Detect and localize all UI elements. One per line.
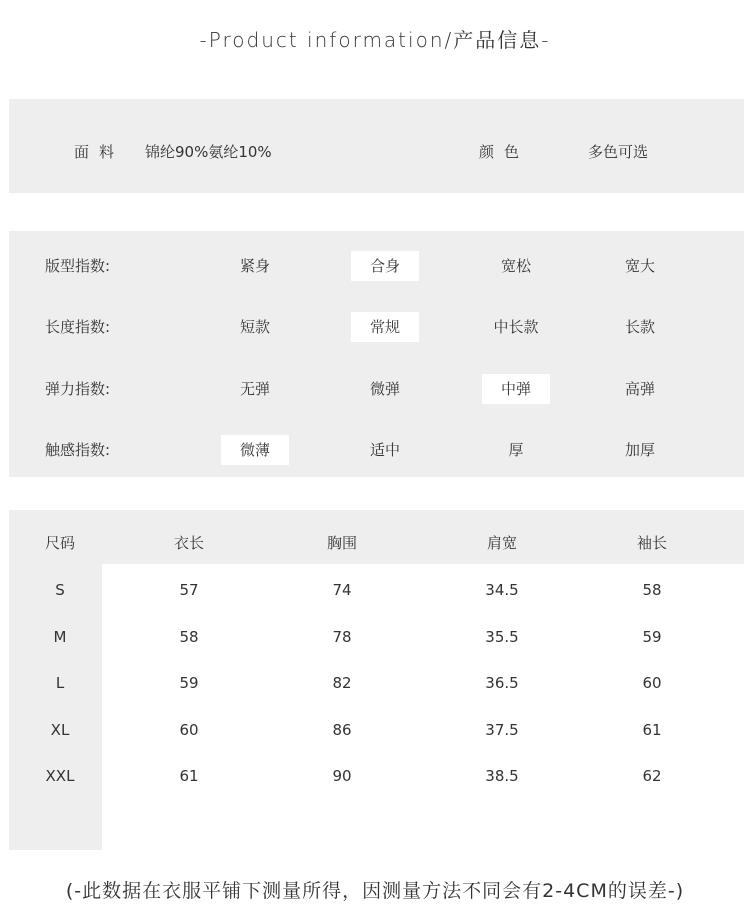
table-cell: 37.5 [485,721,519,739]
page-title: -Product information/产品信息- [199,28,551,52]
table-cell: 78 [332,628,352,646]
table-header: 衣长 [173,534,204,552]
table-cell: 74 [332,581,352,599]
table-cell: 90 [332,767,352,785]
index-row [9,374,744,404]
index-label: 触感指数: [45,441,111,459]
index-option: 高弹 [624,380,655,398]
index-option: 加厚 [624,441,655,459]
table-cell: 62 [642,767,662,785]
table-cell: 58 [179,628,199,646]
table-cell: 38.5 [485,767,519,785]
table-cell: 60 [179,721,199,739]
table-cell: 59 [642,628,662,646]
index-option: 厚 [508,441,524,459]
size-label-cell: XL [50,721,70,739]
index-row [9,435,744,465]
index-option: 紧身 [239,257,270,275]
table-cell: 36.5 [485,674,519,692]
index-option: 长款 [624,318,655,336]
index-option: 微弹 [369,380,400,398]
material-panel [9,99,744,193]
index-row [9,312,744,342]
table-cell: 86 [332,721,352,739]
index-label: 弹力指数: [45,380,111,398]
size-label-cell: S [55,581,65,599]
index-label: 长度指数: [45,318,111,336]
index-option: 中长款 [493,318,539,336]
table-cell: 58 [642,581,662,599]
color-value: 多色可选 [588,143,649,161]
index-label: 版型指数: [45,257,111,275]
index-option: 宽松 [500,257,531,275]
table-cell: 35.5 [485,628,519,646]
index-option: 适中 [369,441,400,459]
index-option-selected: 中弹 [482,374,550,404]
index-option-selected: 常规 [351,312,419,342]
table-cell: 61 [179,767,199,785]
index-option: 宽大 [624,257,655,275]
fabric-value: 锦纶90%氨纶10% [145,143,272,161]
measurement-note: (-此数据在衣服平铺下测量所得，因测量方法不同会有2-4CM的误差-) [65,880,685,902]
size-label-cell: M [53,628,67,646]
index-panel [9,231,744,477]
size-label-cell: L [55,674,65,692]
table-header: 肩宽 [486,534,517,552]
table-cell: 59 [179,674,199,692]
table-cell: 34.5 [485,581,519,599]
table-header: 胸围 [326,534,357,552]
table-header: 尺码 [44,534,75,552]
fabric-label: 面料 [74,143,125,161]
index-option: 无弹 [239,380,270,398]
index-option-selected: 微薄 [221,435,289,465]
index-option: 短款 [239,318,270,336]
index-row [9,251,744,281]
table-cell: 57 [179,581,199,599]
table-header: 袖长 [636,534,667,552]
table-cell: 61 [642,721,662,739]
color-label: 颜色 [479,143,530,161]
table-cell: 82 [332,674,352,692]
index-option-selected: 合身 [351,251,419,281]
size-label-cell: XXL [45,767,75,785]
size-table-body [102,564,744,850]
table-cell: 60 [642,674,662,692]
